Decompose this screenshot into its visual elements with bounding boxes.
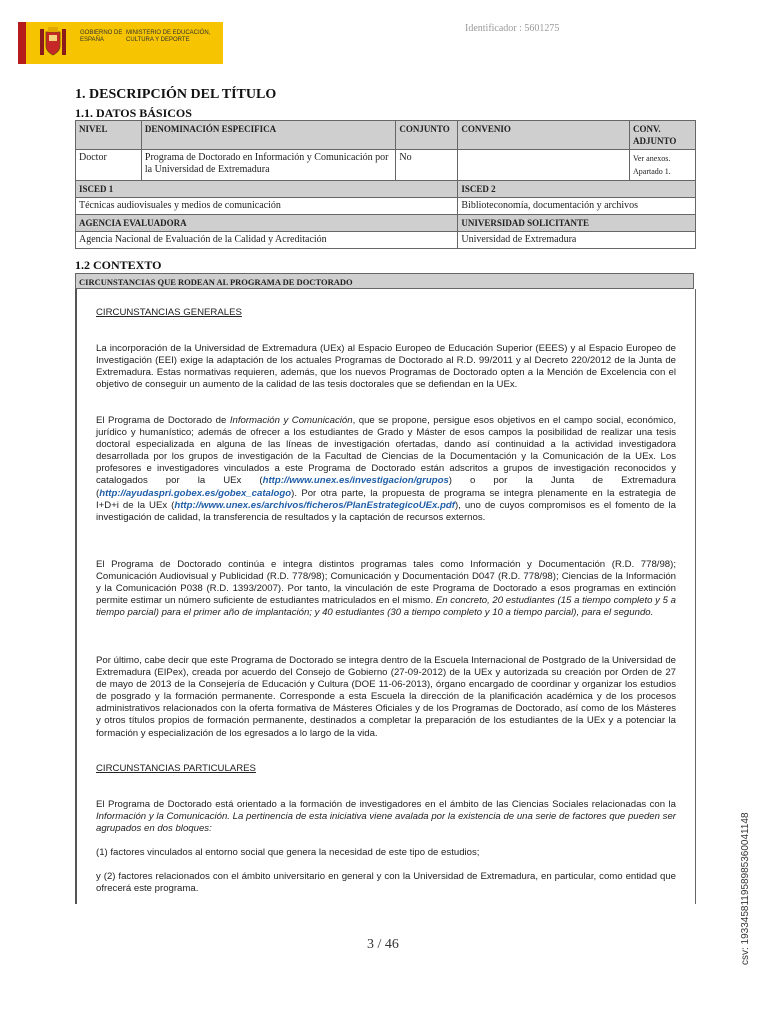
paragraph-1: La incorporación de la Universidad de Extremadura (UEx) al Espacio Europeo de Educación Superior (EEES) y al Espacio Europeo de Investigación (EEI) exige la adaptación de los actuales Programas de Doctorado al R.D. 99/2011 y al Decreto 220/2012 de la Junta de Extremadura. Estas normativas requieren, además, que los nuevos Programas de Doctorado opten a la Mención de Excelencia con el objetivo de conseguir un aumento de la calidad de las tesis doctorales que se defiendan en la UEx.	[96, 343, 676, 391]
page-number: 3 / 46	[367, 937, 399, 952]
p2-text-italic: Información y Comunicación	[229, 415, 353, 426]
cell-conjunto: No	[396, 150, 458, 181]
particular-heading-text: CIRCUNSTANCIAS PARTICULARES	[96, 763, 256, 774]
cell-agencia: Agencia Nacional de Evaluación de la Calidad y Acreditación	[76, 232, 458, 249]
header-agencia: AGENCIA EVALUADORA	[76, 215, 458, 232]
link-unex-grupos[interactable]: http://www.unex.es/investigacion/grupos	[262, 475, 449, 487]
table-row	[76, 181, 696, 198]
table-row	[76, 198, 696, 215]
document-identifier: Identificador : 5601275	[465, 23, 560, 34]
paragraph-7: y (2) factores relacionados con el ámbito universitario en general y con la Universidad de Extremadura, en particular, como entidad que ofrecerá este programa.	[96, 871, 676, 895]
table-row	[76, 150, 696, 181]
p2-text-f: ), uno de cuyos compromisos es el fomento de la investigación de calidad, la transferencia de resultados y la captación de recursos externos.	[96, 499, 676, 523]
table-row	[76, 215, 696, 232]
cell-isced1: Técnicas audiovisuales y medios de comunicación	[76, 198, 458, 215]
general-heading-text: CIRCUNSTANCIAS GENERALES	[96, 307, 242, 318]
logo-red-stripe	[18, 22, 26, 64]
subsection-context: 1.2 CONTEXTO	[75, 258, 162, 272]
p5-text-italic: Información y la Comunicación. La pertinencia de esta iniciativa viene avalada por la existencia de una serie de factores que pueden ser agrupados en dos bloques:	[96, 811, 676, 835]
p2-text-c: , que se propone, persigue esos objetivos en el campo social, económico, jurídico y humanístico; además de ofrecer a los estudiantes de Grado y Máster de esos campos la posibilidad de realizar una tesis doctoral especializada en alguna de las líneas de investigación ofertadas, dando así continuidad a la actividad investigadora desarrollada por los grupos de investigación de la Facultad de Ciencias de la Documentación y la Comunicación de la UEx. Los profesores e investigadores vinculados a este Programa de Doctorado están adscritos a grupos de investigación reconocidos y catalogados por la UEx (	[96, 415, 676, 487]
cell-convenio	[458, 150, 630, 181]
header-isced2: ISCED 2	[458, 181, 696, 198]
section-title: 1. DESCRIPCIÓN DEL TÍTULO	[75, 87, 277, 102]
logo-government-text: GOBIERNO DE ESPAÑA	[80, 30, 123, 43]
paragraph-2	[96, 415, 676, 524]
subsection-basic-data: 1.1. DATOS BÁSICOS	[75, 106, 192, 120]
basic-data-table	[75, 120, 696, 249]
coat-of-arms-icon	[38, 26, 68, 60]
p5-text-a: El Programa de Doctorado está orientado a la formación de investigadores en el ámbito de las Ciencias Sociales relacionadas con la	[96, 799, 676, 810]
paragraph-3	[96, 559, 676, 619]
header-isced1: ISCED 1	[76, 181, 458, 198]
p2-text-a: El Programa de Doctorado de	[96, 415, 230, 426]
p2-text-e: ). Por otra parte, la propuesta de programa se integra plenamente en la estrategia de I+D+i de la UEx (	[96, 487, 676, 511]
p2-text-d: ) o por la Junta de Extremadura (	[96, 475, 676, 499]
header-universidad: UNIVERSIDAD SOLICITANTE	[458, 215, 696, 232]
cell-isced2: Biblioteconomía, documentación y archivos	[458, 198, 696, 215]
cell-conv-adjunto: Ver anexos. Apartado 1.	[630, 150, 696, 181]
header-denominacion: DENOMINACIÓN ESPECIFICA	[141, 121, 395, 150]
paragraph-5	[96, 799, 676, 835]
particular-heading	[96, 763, 676, 775]
general-heading	[96, 307, 676, 319]
table-row	[76, 232, 696, 249]
ministry-logo	[18, 22, 223, 64]
header-conjunto: CONJUNTO	[396, 121, 458, 150]
table-row	[76, 121, 696, 150]
paragraph-6: (1) factores vinculados al entorno social que genera la necesidad de este tipo de estudios;	[96, 847, 480, 858]
cell-denominacion: Programa de Doctorado en Información y Comunicación por la Universidad de Extremadura	[141, 150, 395, 181]
link-gobex-catalogo[interactable]: http://ayudaspri.gobex.es/gobex_catalogo	[99, 487, 292, 499]
p3-text-a: El Programa de Doctorado continúa e integra distintos programas tales como Información y Documentación (R.D. 778/98); Comunicación Audiovisual y Publicidad (R.D. 778/98); Comunicación y Documentación D047 (R.D. 778/98); Ciencias de la Información y la Comunicación P038 (R.D. 1393/2007). Por tanto, la vinculación de este Programa de Doctorado a esos programas en extinción permite estimar un número suficiente de estudiantes matriculados en el mismo.	[96, 559, 676, 607]
cell-nivel: Doctor	[76, 150, 142, 181]
p3-text-italic: En concreto, 20 estudiantes (15 a tiempo completo y 5 a tiempo parcial) para el primer año de implantación; y 40 estudiantes (30 a tiempo completo y 10 a tiempo parcial), para el segundo.	[96, 595, 677, 619]
cell-universidad: Universidad de Extremadura	[458, 232, 696, 249]
logo-ministry-text: MINISTERIO DE EDUCACIÓN, CULTURA Y DEPORTE	[126, 30, 211, 43]
link-plan-estrategico[interactable]: http://www.unex.es/archivos/ficheros/PlanEstrategicoUEx.pdf	[174, 499, 455, 511]
header-convenio: CONVENIO	[458, 121, 630, 150]
header-conv-adjunto: CONV. ADJUNTO	[630, 121, 696, 150]
csv-code: csv: 193345811958985360041148	[740, 812, 751, 965]
paragraph-4: Por último, cabe decir que este Programa de Doctorado se integra dentro de la Escuela Internacional de Postgrado de la Universidad de Extremadura (EIPex), creada por acuerdo del Consejo de Gobierno (27-09-2012) de la UEx y autorizada su creación por Orden de 27 de mayo de 2013 de la Consejería de Educación y Cultura (DOE 11-06-2013), órgano encargado de coordinar y organizar los estudios de posgrado y la formación permanente. Corresponde a esta Escuela la dirección de la planificación académica y de los procesos administrativos relacionados con la oferta formativa de Másteres Oficiales y de los Programas de Doctorado, así como de los Másteres y otros títulos propios de formación permanente, destinados a completar la preparación de los estudiantes de la UEx y a potenciar la formación y especialización de los egresados a lo largo de la vida.	[96, 655, 676, 739]
context-header: CIRCUNSTANCIAS QUE RODEAN AL PROGRAMA DE DOCTORADO	[75, 273, 694, 289]
header-nivel: NIVEL	[76, 121, 142, 150]
